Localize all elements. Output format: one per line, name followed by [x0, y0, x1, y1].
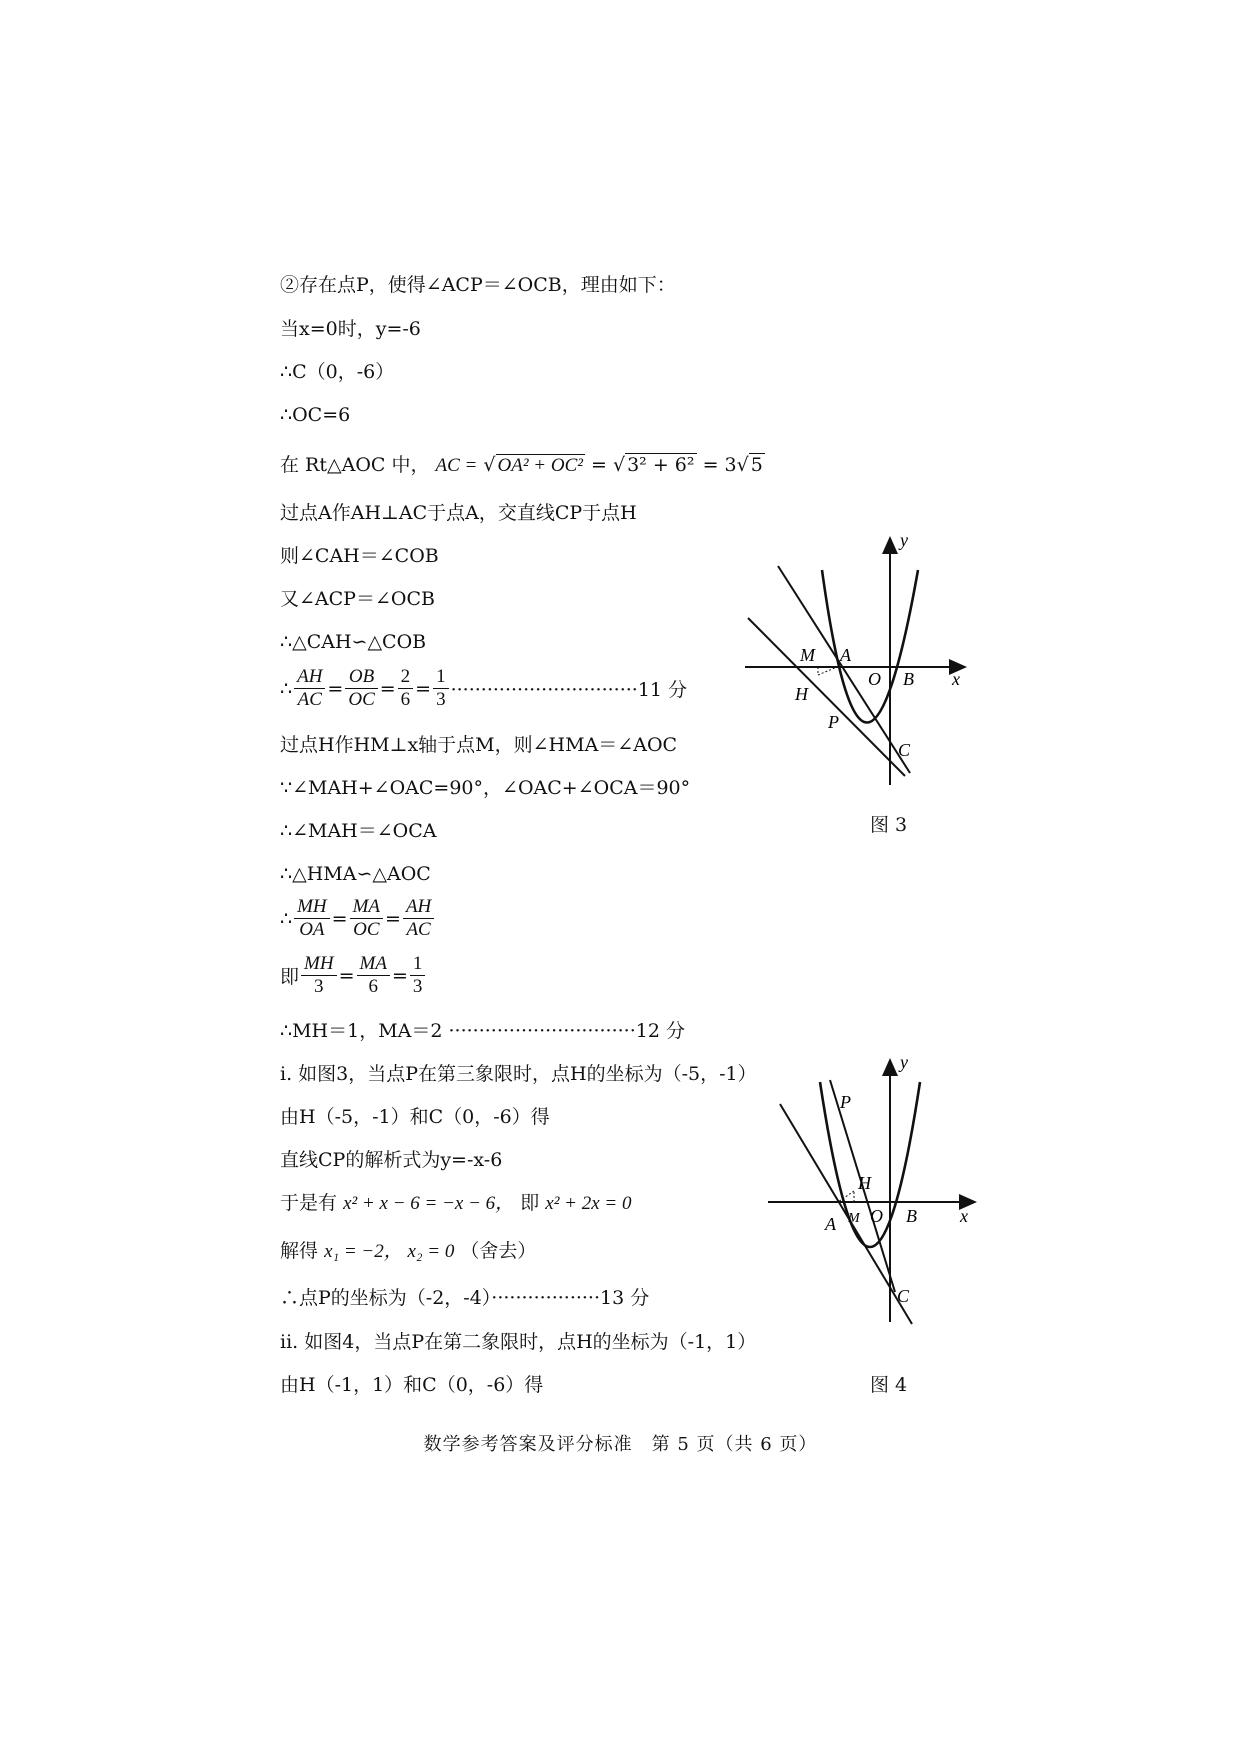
line-5 — [280, 452, 765, 479]
line-21: 于是有 x² + x − 6 = −x − 6， 即 x² + 2x = 0 — [280, 1192, 632, 1214]
equals-1: = — [591, 454, 607, 476]
line-24: ii. 如图4，当点P在第二象限时，点H的坐标为（-1，1） — [280, 1331, 757, 1353]
line-19: 由H（-5，-1）和C（0，-6）得 — [280, 1106, 550, 1128]
line-8: 又∠ACP＝∠OCB — [280, 588, 435, 610]
line-5-prefix: 在 Rt△AOC 中， — [280, 454, 430, 476]
line-9: ∴△CAH∽△COB — [280, 631, 427, 653]
page-footer: 数学参考答案及评分标准 第 5 页（共 6 页） — [423, 1434, 818, 1455]
line-11: 过点H作HM⊥x轴于点M，则∠HMA＝∠AOC — [280, 734, 678, 756]
parabola — [822, 570, 918, 723]
label-x: x — [960, 1206, 968, 1226]
line-2: 当x=0时，y=-6 — [280, 318, 421, 340]
sqrt-icon: √ — [612, 454, 626, 476]
label-H: H — [858, 1173, 871, 1193]
fraction: $\frac{2}{6}$ — [398, 666, 414, 711]
line-20: 直线CP的解析式为y=-x-6 — [280, 1149, 503, 1171]
line-14: ∴△HMA∽△AOC — [280, 863, 431, 885]
fraction: $\frac{OB}{OC}$ — [345, 666, 377, 711]
fraction: $\frac{AH}{AC}$ — [403, 896, 434, 941]
namely-label: 即 — [280, 966, 300, 988]
line-15: ∴ $\frac{MH}{OA}$ = $\frac{MA}{OC}$ = $\frac{AH}{AC}$ — [280, 896, 436, 941]
line-1: ②存在点P，使得∠ACP＝∠OCB，理由如下： — [280, 274, 676, 296]
line-3: ∴C（0，-6） — [280, 361, 395, 383]
fraction: $\frac{1}{3}$ — [433, 666, 449, 711]
line-13: ∴∠MAH＝∠OCA — [280, 820, 437, 842]
line-4: ∴OC=6 — [280, 404, 351, 426]
label-M: M — [800, 645, 815, 665]
fraction: $\frac{MH}{3}$ — [301, 953, 337, 998]
label-C: C — [897, 1286, 910, 1306]
label-B: B — [906, 1206, 917, 1226]
label-P: P — [828, 712, 839, 732]
line-22: 解得 x₁ = −2， x₂ = 0 （舍去） — [280, 1240, 537, 1262]
label-M: M — [848, 1211, 860, 1226]
therefore-sign: ∴ — [280, 907, 293, 930]
solutions: x₁ = −2， x₂ = 0 — [324, 1241, 455, 1262]
equation-1: x² + x − 6 = −x − 6， — [343, 1193, 515, 1214]
equation-2: x² + 2x = 0 — [545, 1193, 632, 1214]
therefore-sign: ∴ — [280, 677, 293, 700]
label-y: y — [900, 1052, 908, 1072]
fraction: $\frac{1}{3}$ — [410, 953, 426, 998]
fraction: $\frac{MH}{OA}$ — [294, 896, 330, 941]
fraction: $\frac{AH}{AC}$ — [294, 666, 325, 711]
ha-segment — [818, 667, 837, 675]
line-17: ∴MH＝1，MA＝2 ·······························12 分 — [280, 1020, 685, 1042]
figure-3-caption: 图 3 — [870, 814, 908, 836]
label-A: A — [825, 1214, 836, 1234]
label-A: A — [840, 645, 851, 665]
figure-4-graph — [760, 1052, 1030, 1352]
radicand-2: 3² + 6² — [627, 454, 695, 476]
ac-label: AC = — [435, 455, 478, 476]
label-B: B — [903, 669, 914, 689]
radicand-3: 5 — [750, 454, 763, 476]
line-18: i. 如图3，当点P在第三象限时，点H的坐标为（-5，-1） — [280, 1063, 757, 1085]
line-12: ∵∠MAH+∠OAC=90°，∠OAC+∠OCA＝90° — [280, 777, 691, 799]
radicand-1: OA² + OC² — [497, 455, 583, 476]
line-6: 过点A作AH⊥AC于点A，交直线CP于点H — [280, 502, 637, 524]
line-16: 即 $\frac{MH}{3}$ = $\frac{MA}{6}$ = $\frac{1}{3}$ — [280, 953, 427, 998]
figure-4-caption: 图 4 — [870, 1374, 908, 1396]
fraction: $\frac{MA}{OC}$ — [350, 896, 383, 941]
line-7: 则∠CAH＝∠COB — [280, 545, 439, 567]
figure-3-graph — [740, 530, 1040, 830]
label-x: x — [952, 669, 960, 689]
equals-2: = 3 — [702, 454, 737, 476]
label-y: y — [900, 530, 908, 550]
line-25: 由H（-1，1）和C（0，-6）得 — [280, 1374, 544, 1396]
label-P: P — [840, 1092, 851, 1112]
fraction: $\frac{MA}{6}$ — [357, 953, 390, 998]
line-23: ∴点P的坐标为（-2，-4）··················13 分 — [280, 1287, 650, 1309]
label-H: H — [795, 684, 808, 704]
label-O: O — [870, 1206, 883, 1226]
sqrt-icon: √ — [736, 454, 749, 476]
line-10: ∴ $\frac{AH}{AC}$ = $\frac{OB}{OC}$ = $\frac{2}{6}$ = $\frac{1}{3}$ ·······························11 分 — [280, 666, 688, 710]
label-O: O — [868, 669, 881, 689]
label-C: C — [898, 740, 911, 760]
score-11: ·······························11 分 — [450, 679, 688, 701]
sqrt-icon: √ — [483, 454, 496, 476]
